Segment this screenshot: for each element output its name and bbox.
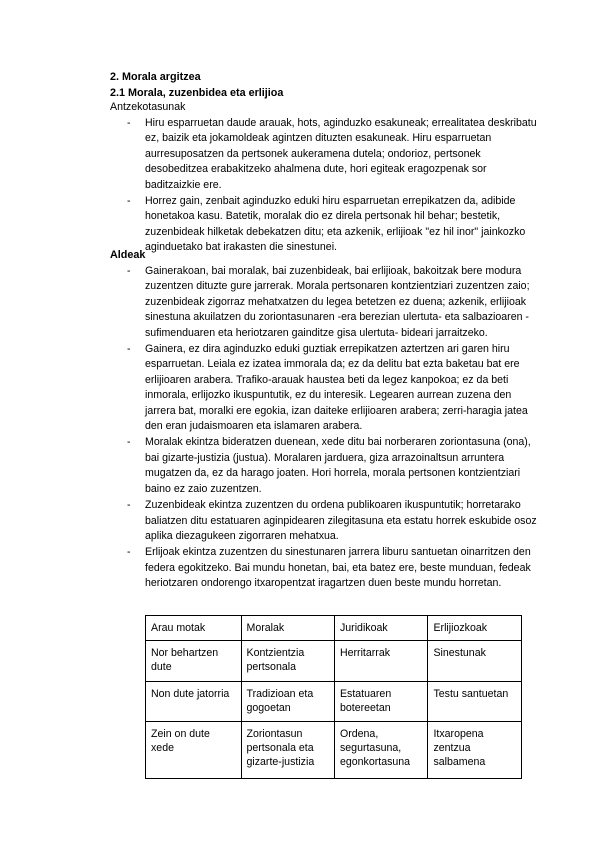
table-cell: Kontzientzia pertsonala [241, 641, 334, 682]
table-cell: Estatuaren botereetan [334, 682, 427, 721]
table-cell: Zoriontasun pertsonala eta gizarte-justizia [241, 721, 334, 778]
table-header-cell: Juridikoak [334, 616, 427, 641]
dash-bullet: - [127, 436, 131, 449]
list-item [110, 194, 540, 256]
table-row [146, 721, 522, 778]
table-cell: Zein on dute xede [146, 721, 242, 778]
list-item-text: Gainerakoan, bai moralak, bai zuzenbideak, bai erlijioak, bakoitzak bere modura zuzentzen dituzte gure jarrerak. Morala pertsonaren kontzientziari zuzentzen zaio; zuzenbideak zigorraz mehatxatzen du legea betetzen ez duena; azkenik, erlijioak sinestuna akuilatzen du zoriontasunaren -era berezian ulertuta- eta salbazioaren -sufimenduaren eta heriotzaren gainditze gisa ulertuta- bideari jarraitzeko. [145, 265, 530, 339]
similarities-label: Antzekotasunak [110, 101, 186, 113]
dash-bullet: - [127, 343, 131, 356]
list-item [110, 264, 540, 341]
dash-bullet: - [127, 117, 131, 129]
dash-bullet: - [127, 546, 131, 559]
differences-list [110, 264, 540, 593]
list-item-text: Hiru esparruetan daude arauak, hots, aginduzko esakuneak; errealitatea deskribatu ez, baizik eta jokamoldeak agintzen dituzten esakuneak. Hiru esparruetan aurresuposatzen da pertsonek aukeramena dutela; ondorioz, pertsonek desobeditzea erabakitzeko ahalmena dute, hori egiteak eragozpenak sor baditzaizkie ere. [145, 117, 537, 191]
subsection-heading: 2.1 Morala, zuzenbidea eta erlijioa [110, 87, 284, 99]
list-item-text: Gainera, ez dira aginduzko eduki guztiak errepikatzen aztertzen ari garen hiru esparruetan. Leiala ez izatea immorala da; ez da delitu bat ezta baketau bat ere erlijioaren arabera. Trafiko-arauak haustea beti da legez kanpokoa; ez da beti inmorala, erlijozko ikuspuntutik, ez du interesik. Legearen aurrean zuzena den jarrera bat, moralki ere egokia, izan daiteke erlijioaren arabera; zerri-haragia jatea den eran judaismoaren eta islamaren arabera. [145, 343, 528, 433]
table-cell: Non dute jatorria [146, 682, 242, 721]
table-cell: Tradizioan eta gogoetan [241, 682, 334, 721]
list-item-text: Erlijoak ekintza zuzentzen du sinestunaren jarrera liburu santuetan oinarritzen den federa egokitzeko. Bai mundu honetan, bai, eta batez ere, beste munduan, fedeak heriotzaren ondorengo itxaropentzat iragartzen duen beste mundu horretan. [145, 546, 531, 590]
table-cell: Sinestunak [428, 641, 522, 682]
list-item [110, 498, 540, 544]
comparison-table [145, 615, 522, 779]
table-header-cell: Erlijiozkoak [428, 616, 522, 641]
list-item [110, 342, 540, 434]
table-cell: Testu santuetan [428, 682, 522, 721]
list-item [110, 545, 540, 591]
table-cell: Herritarrak [334, 641, 427, 682]
list-item-text: Moralak ekintza bideratzen duenean, xede ditu bai norberaren zoriontasuna (ona), bai gizarte-justizia (justua). Moralaren jarduera, giza arrazoinaltsun arruntera mugatzen da, ez da harago joaten. Hori horrela, morala pertsonen kontzientziari baino ez zaio zuzentzen. [145, 436, 531, 495]
differences-heading: Aldeak [110, 249, 146, 261]
section-heading: 2. Morala argitzea [110, 71, 201, 83]
table-cell: Itxaropena zentzua salbamena [428, 721, 522, 778]
list-item [110, 435, 540, 497]
list-item-text: Horrez gain, zenbait aginduzko eduki hiru esparruetan errepikatzen da, adibide honetakoa kasu. Batetik, moralak dio ez direla pertsonak hil behar; bestetik, zuzenbideak hilketak debekatzen ditu; eta azkenik, erlijioak "ez hil inor" jainkozko aginduetako bat irakasten die sinestunei. [145, 195, 526, 254]
dash-bullet: - [127, 499, 131, 512]
dash-bullet: - [127, 265, 131, 277]
list-item [110, 116, 540, 193]
table-header-row [146, 616, 522, 641]
table-row [146, 682, 522, 721]
table-row [146, 641, 522, 682]
table-header-cell: Moralak [241, 616, 334, 641]
list-item-text: Zuzenbideak ekintza zuzentzen du ordena publikoaren ikuspuntutik; horretarako baliatzen ditu estatuaren aginpidearen zilegitasuna eta estatu horrek eskubide osoz aplika diezagukeen zigorraren mehatxua. [145, 499, 537, 542]
table-cell: Nor behartzen dute [146, 641, 242, 682]
table-cell: Ordena, segurtasuna, egonkortasuna [334, 721, 427, 778]
dash-bullet: - [127, 195, 131, 208]
table-header-cell: Arau motak [146, 616, 242, 641]
similarities-list [110, 116, 540, 257]
